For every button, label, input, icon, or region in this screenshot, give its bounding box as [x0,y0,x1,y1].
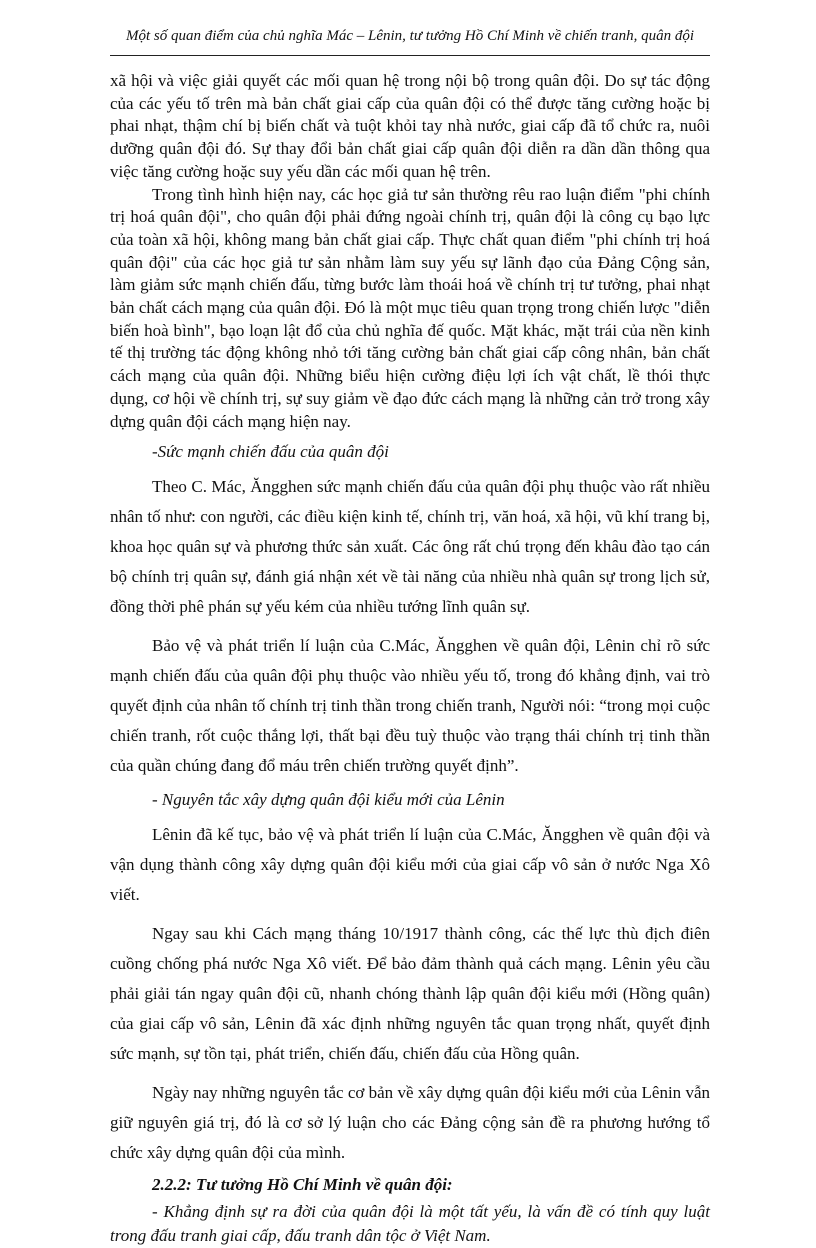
paragraph-1: xã hội và việc giải quyết các mối quan hệ trong nội bộ trong quân đội. Do sự tác động của các yếu tố trên mà bản chất giai cấp của quân đội có thể được tăng cường hoặc bị phai nhạt, thậm chí bị biến chất và tuột khỏi tay nhà nước, giai cấp đã tổ chức ra, nuôi dưỡng quân đội đó. Sự thay đổi bản chất giai cấp quân đội diễn ra dần dần thông qua việc tăng cường hoặc suy yếu dần các mối quan hệ trên. [110,71,710,181]
subheading-army-origin: - Khẳng định sự ra đời của quân đội là một tất yếu, là vấn đề có tính quy luật trong đấu tranh giai cấp, đấu tranh dân tộc ở Việt Nam. [110,1202,710,1246]
paragraph-3: Theo C. Mác, Ăngghen sức mạnh chiến đấu của quân đội phụ thuộc vào rất nhiều nhân tố như: con người, các điều kiện kinh tế, chính trị, văn hoá, xã hội, vũ khí trang bị, khoa học quân sự và phương thức sản xuất. Các ông rất chú trọng đến khâu đào tạo cán bộ chính trị quân sự, đánh giá nhận xét về tài năng của nhiều nhà quân sự trong lịch sử, đồng thời phê phán sự yếu kém của nhiều tướng lĩnh quân sự. [110,477,710,617]
subheading-combat-strength: -Sức mạnh chiến đấu của quân đội [152,442,389,462]
paragraph-5: Lênin đã kế tục, bảo vệ và phát triển lí luận của C.Mác, Ăngghen về quân đội và vận dụng thành công xây dựng quân đội kiểu mới của giai cấp vô sản ở nước Nga Xô viết. [110,825,710,905]
running-header: Một số quan điểm của chủ nghĩa Mác – Lênin, tư tưởng Hồ Chí Minh về chiến tranh, quân đội [110,28,710,56]
page-body [110,70,710,1248]
paragraph-4: Bảo vệ và phát triển lí luận của C.Mác, Ăngghen về quân đội, Lênin chỉ rõ sức mạnh chiến đấu của quân đội phụ thuộc vào nhiều yếu tố, trong đó khẳng định, vai trò quyết định của nhân tố chính trị tinh thần trong chiến tranh, Người nói: “trong mọi cuộc chiến tranh, rốt cuộc thắng lợi, thất bại đều tuỳ thuộc vào trạng thái chính trị tinh thần của quần chúng đang đổ máu trên chiến trường quyết định”. [110,636,710,776]
paragraph-7: Ngày nay những nguyên tắc cơ bản về xây dựng quân đội kiểu mới của Lênin vẫn giữ nguyên giá trị, đó là cơ sở lý luận cho các Đảng cộng sản đề ra phương hướng tổ chức xây dựng quân đội của mình. [110,1083,710,1163]
paragraph-6: Ngay sau khi Cách mạng tháng 10/1917 thành công, các thế lực thù địch điên cuồng chống phá nước Nga Xô viết. Để bảo đảm thành quả cách mạng. Lênin yêu cầu phải giải tán ngay quân đội cũ, nhanh chóng thành lập quân đội kiểu mới (Hồng quân) của giai cấp vô sản, Lênin đã xác định những nguyên tắc quan trọng nhất, quyết định sức mạnh, sự tồn tại, phát triển, chiến đấu, chiến đấu của Hồng quân. [110,924,710,1064]
section-heading-2-2-2: 2.2.2: Tư tưởng Hồ Chí Minh về quân đội: [152,1175,453,1195]
subheading-lenin-principles: - Nguyên tắc xây dựng quân đội kiểu mới của Lênin [152,790,505,810]
paragraph-2: Trong tình hình hiện nay, các học giả tư sản thường rêu rao luận điểm "phi chính trị hoá quân đội", cho quân đội phải đứng ngoài chính trị, quân đội là công cụ bạo lực của toàn xã hội, không mang bản chất giai cấp. Thực chất quan điểm "phi chính trị hoá quân đội" của các học giả tư sản nhằm làm suy yếu sự lãnh đạo của Đảng Cộng sản, làm giảm sức mạnh chiến đấu, từng bước làm thoái hoá về chính trị tư tưởng, phai nhạt bản chất cách mạng của quân đội. Đó là một mục tiêu quan trọng trong chiến lược "diễn biến hoà bình", bạo loạn lật đổ của chủ nghĩa đế quốc. Mặt khác, mặt trái của nền kinh tế thị trường tác động không nhỏ tới tăng cường bản chất giai cấp công nhân, bản chất cách mạng của quân đội. Những biểu hiện cường điệu lợi ích vật chất, lề thói thực dụng, cơ hội về chính trị, sự suy giảm về đạo đức cách mạng là những cản trở trong xây dựng quân đội cách mạng hiện nay. [110,184,710,431]
